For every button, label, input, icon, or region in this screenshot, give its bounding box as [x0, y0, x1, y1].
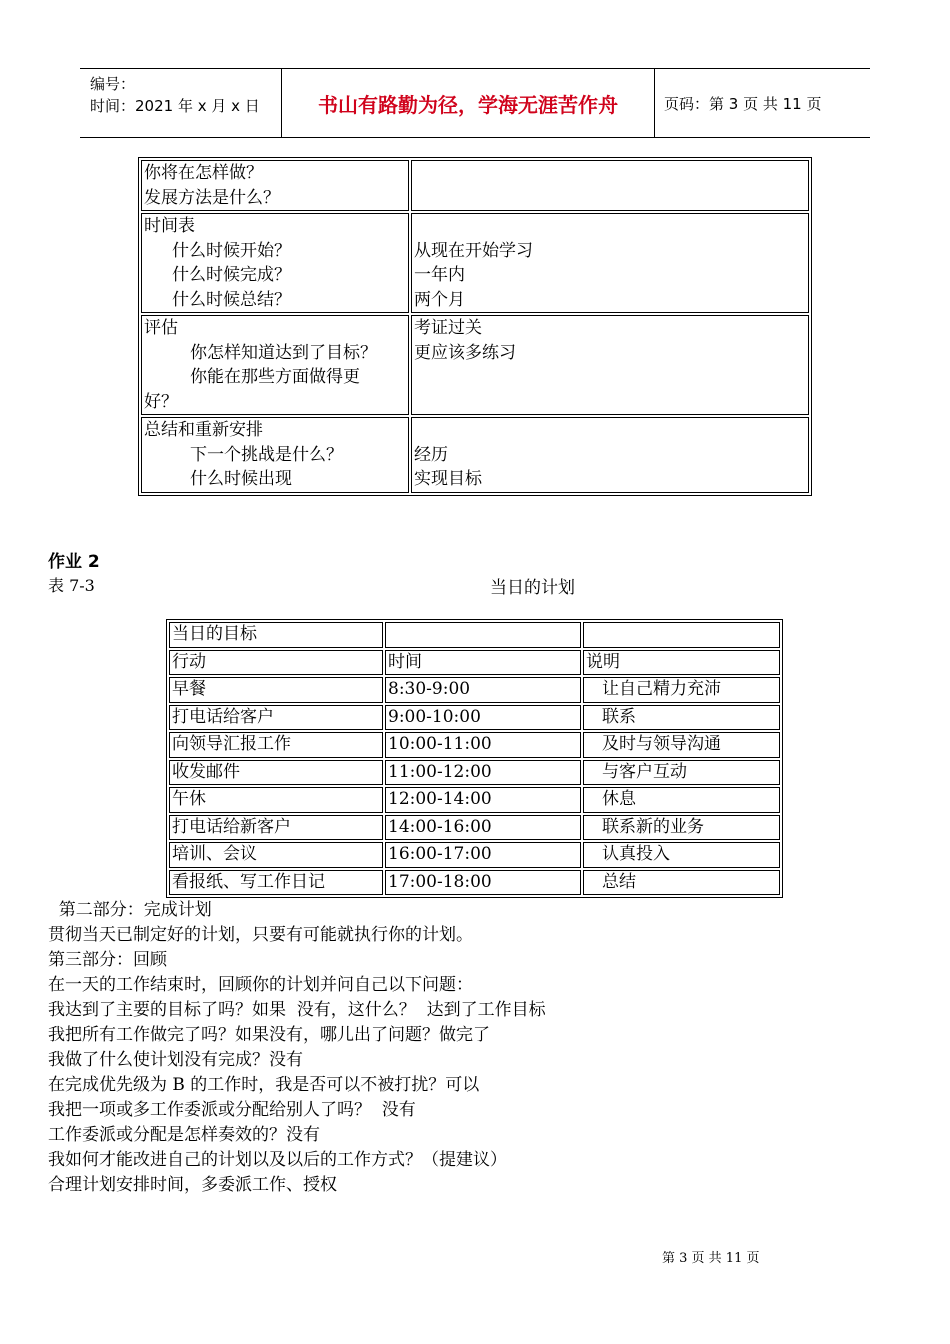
- time-label: 时间：2021 年 x 月 x 日: [90, 97, 260, 115]
- goal-label: 当日的目标: [169, 622, 383, 648]
- body-line: 我把所有工作做完了吗？如果没有，哪儿出了问题？做完了: [48, 1025, 490, 1045]
- time-cell: 17:00-18:00: [385, 870, 581, 896]
- note-cell: 休息: [583, 787, 780, 813]
- table-row: [169, 732, 780, 758]
- body-line: 我如何才能改进自己的计划以及以后的工作方式？（提建议）: [48, 1150, 507, 1170]
- table-row: [169, 787, 780, 813]
- time-cell: 10:00-11:00: [385, 732, 581, 758]
- table-cell: [583, 622, 780, 648]
- action-cell: 收发邮件: [169, 760, 383, 786]
- table-cell: [141, 213, 409, 313]
- cell-text: 什么时候出现: [190, 469, 292, 489]
- time-cell: 12:00-14:00: [385, 787, 581, 813]
- note-cell: 与客户互动: [583, 760, 780, 786]
- cell-text: 你能在那些方面做得更: [190, 367, 360, 387]
- action-cell: 向领导汇报工作: [169, 732, 383, 758]
- homework-title: 作业 2: [48, 552, 100, 572]
- column-header: 说明: [583, 650, 780, 676]
- time-cell: 14:00-16:00: [385, 815, 581, 841]
- cell-text: 什么时候总结？: [172, 289, 291, 310]
- cell-text: 两个月: [414, 289, 465, 310]
- note-cell: 让自己精力充沛: [583, 677, 780, 703]
- note-cell: 总结: [583, 870, 780, 896]
- cell-text: 你将在怎样做？: [144, 163, 263, 183]
- time-cell: 8:30-9:00: [385, 677, 581, 703]
- table-row: [169, 705, 780, 731]
- cell-text: 评估: [144, 318, 178, 338]
- table-row: [169, 870, 780, 896]
- table-row: [169, 760, 780, 786]
- note-cell: 联系新的业务: [583, 815, 780, 841]
- body-line: 工作委派或分配是怎样奏效的？没有: [48, 1125, 320, 1145]
- table-cell: [411, 160, 809, 211]
- body-line: 我做了什么使计划没有完成？没有: [48, 1050, 303, 1070]
- note-cell: 联系: [583, 705, 780, 731]
- table-title: 当日的计划: [490, 578, 575, 598]
- header-motto: 书山有路勤为径，学海无涯苦作舟: [282, 69, 655, 137]
- cell-text: 发展方法是什么？: [144, 187, 280, 208]
- table-cell: [141, 315, 409, 415]
- cell-text: 总结和重新安排: [144, 420, 263, 440]
- body-line: 我把一项或多工作委派或分配给别人了吗？ 没有: [48, 1100, 416, 1120]
- table-row: [141, 417, 809, 493]
- body-line: 我达到了主要的目标了吗？如果 没有，这什么？ 达到了工作目标: [48, 1000, 546, 1020]
- table-cell: [141, 417, 409, 493]
- body-text: [48, 898, 546, 1198]
- note-cell: 及时与领导沟通: [583, 732, 780, 758]
- action-cell: 早餐: [169, 677, 383, 703]
- table-header-row: [169, 650, 780, 676]
- table-cell: [411, 315, 809, 415]
- note-cell: 认真投入: [583, 842, 780, 868]
- plan-table: [138, 157, 812, 496]
- action-cell: 打电话给客户: [169, 705, 383, 731]
- cell-text: 更应该多练习: [414, 342, 516, 363]
- number-label: 编号：: [90, 75, 136, 93]
- column-header: 时间: [385, 650, 581, 676]
- action-cell: 打电话给新客户: [169, 815, 383, 841]
- table-cell: [385, 622, 581, 648]
- action-cell: 午休: [169, 787, 383, 813]
- cell-text: 经历: [414, 444, 448, 465]
- time-cell: 11:00-12:00: [385, 760, 581, 786]
- cell-text: 什么时候开始？: [172, 240, 291, 261]
- cell-text: 一年内: [414, 265, 465, 285]
- table-cell: [411, 417, 809, 493]
- table-row: [169, 677, 780, 703]
- body-line: 贯彻当天已制定好的计划，只要有可能就执行你的计划。: [48, 925, 473, 945]
- header-page-info: 页码：第 3 页 共 11 页: [664, 94, 822, 113]
- body-line: 第二部分：完成计划: [48, 900, 212, 920]
- table-row: [141, 315, 809, 415]
- time-cell: 16:00-17:00: [385, 842, 581, 868]
- body-line: 在完成优先级为 B 的工作时，我是否可以不被打扰？可以: [48, 1075, 480, 1095]
- table-cell: [411, 213, 809, 313]
- action-cell: 培训、会议: [169, 842, 383, 868]
- page-header: [80, 68, 870, 138]
- cell-text: 好？: [144, 391, 178, 412]
- table-row: [141, 213, 809, 313]
- header-meta: [80, 69, 282, 137]
- action-cell: 看报纸、写工作日记: [169, 870, 383, 896]
- page-footer: 第 3 页 共 11 页: [662, 1251, 760, 1266]
- time-cell: 9:00-10:00: [385, 705, 581, 731]
- cell-text: 什么时候完成？: [172, 265, 291, 285]
- cell-text: 从现在开始学习: [414, 240, 533, 261]
- table-row: [169, 622, 780, 648]
- table-label: 表 7-3: [48, 576, 95, 595]
- body-line: 在一天的工作结束时，回顾你的计划并问自己以下问题：: [48, 975, 473, 995]
- table-row: [141, 160, 809, 211]
- cell-text: 时间表: [144, 216, 195, 236]
- cell-text: 下一个挑战是什么？: [190, 444, 343, 465]
- body-line: 合理计划安排时间，多委派工作、授权: [48, 1175, 337, 1195]
- table-cell: [141, 160, 409, 211]
- daily-plan-table: [166, 619, 783, 898]
- cell-text: 你怎样知道达到了目标？: [190, 342, 377, 363]
- table-row: [169, 815, 780, 841]
- body-line: 第三部分：回顾: [48, 950, 167, 970]
- cell-text: 考证过关: [414, 318, 482, 338]
- table-row: [169, 842, 780, 868]
- column-header: 行动: [169, 650, 383, 676]
- cell-text: 实现目标: [414, 469, 482, 489]
